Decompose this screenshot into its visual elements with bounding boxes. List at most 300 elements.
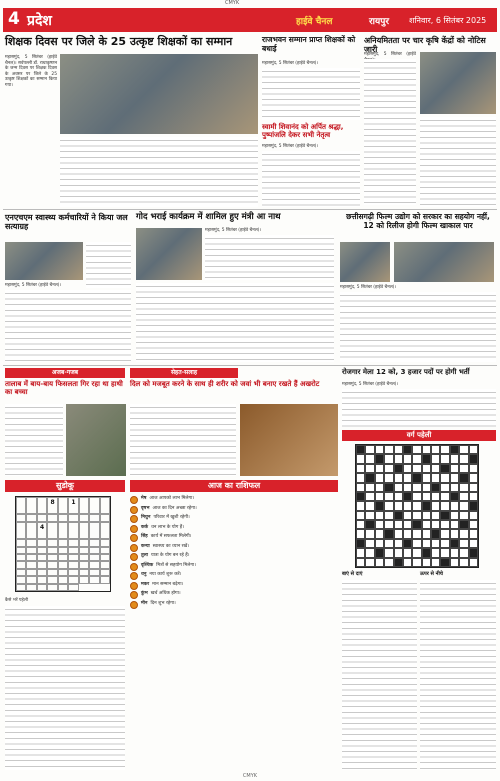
zodiac-row [130,496,338,504]
crossword-cell [422,548,431,557]
sudoku-cell [16,569,26,576]
crossword-cell [384,492,393,501]
story6-dateline: महासमुंद, 5 सितंबर (हाईवे चैनल)। [205,228,262,233]
story8-kicker: अजब-गजब [5,368,125,378]
crossword-cell [431,529,440,538]
crossword-across-clues [342,580,417,770]
crossword-cell [459,483,468,492]
story10-headline: रोजगार मेला 12 को, 3 हजार पदों पर होगी भर्ती [342,368,470,376]
sudoku-cell [37,576,47,583]
crossword-cell [375,558,384,567]
crossword-cell [356,548,365,557]
issue-date: शनिवार, 6 सितंबर 2025 [409,16,487,25]
masthead [3,8,497,32]
crossword-cell [365,473,374,482]
crossword-cell [375,501,384,510]
story3-headline: स्वामी शिवानंद को अर्पित श्रद्धा, पुष्पांजलि देकर सभी नेतृत्व [262,123,344,140]
sudoku-instructions [5,606,125,770]
sudoku-cell [89,576,99,583]
crossword-cell [365,501,374,510]
crossword-cell [384,473,393,482]
sudoku-cell [100,569,110,576]
sudoku-cell [47,514,57,521]
crossword-down-clues [420,580,496,770]
sudoku-cell [58,547,68,554]
crossword-cell [431,558,440,567]
crossword-cell [365,483,374,492]
crossword-cell [440,445,449,454]
crossword-cell [365,558,374,567]
crossword-cell [403,483,412,492]
sudoku-cell [58,584,68,591]
crossword-cell [422,454,431,463]
sudoku-cell: 4 [37,522,47,539]
sudoku-cell [47,584,57,591]
crossword-cell [431,445,440,454]
story10-dateline: महासमुंद, 5 सितंबर (हाईवे चैनल)। [342,382,399,387]
sudoku-cell [58,561,68,568]
crossword-cell [469,558,478,567]
crossword-cell [422,464,431,473]
sudoku-cell [100,561,110,568]
crossword-cell [431,454,440,463]
sudoku-cell [16,522,26,539]
sudoku-cell [79,561,89,568]
story2-body [262,68,360,120]
zodiac-sign-icon [130,572,138,580]
sudoku-cell [89,569,99,576]
crossword-cell [440,464,449,473]
sudoku-cell [68,561,78,568]
crossword-cell [422,520,431,529]
sudoku-cell [100,576,110,583]
zodiac-sign-icon [130,582,138,590]
sudoku-cell [68,576,78,583]
story1-dateline: महासमुंद, 5 सितंबर (हाईवे चैनल)। सर्वपल्ली डॉ. राधाकृष्णन के जन्म दिवस पर शिक्षक दिवस के अवसर पर जिले के 25 उत्कृष्ट शिक्षकों का सम्मान किया गया। [5,55,57,88]
sudoku-cell [79,547,89,554]
crossword-cell [375,539,384,548]
sudoku-cell [26,561,36,568]
sudoku-cell [16,561,26,568]
crossword-cell [394,529,403,538]
crossword-cell [384,445,393,454]
crossword-cell [375,511,384,520]
sudoku-cell [58,514,68,521]
sudoku-cell [26,576,36,583]
zodiac-sign-icon [130,601,138,609]
crossword-cell [403,473,412,482]
crossword-cell [422,558,431,567]
zodiac-sign-name: सिंह [141,534,148,539]
crossword-cell [450,558,459,567]
crossword-cell [412,445,421,454]
story5-body [5,290,131,362]
zodiac-sign-name: कर्क [141,524,149,530]
sudoku-cell [47,539,57,546]
crossword-cell [394,511,403,520]
crossword-cell [356,558,365,567]
story9-kicker: सेहत-सलाह [130,368,238,378]
crossword-cell [431,511,440,520]
crossword-cell [394,539,403,548]
crossword-cell [412,501,421,510]
elephant-photo [66,404,126,476]
sudoku-cell [89,497,99,514]
crossword-cell [431,473,440,482]
sudoku-cell [26,497,36,514]
sudoku-cell [100,547,110,554]
crossword-cell [384,529,393,538]
crossword-cell [375,454,384,463]
crossword-cell [440,483,449,492]
crossword-cell [469,483,478,492]
story3-body [262,151,360,207]
sudoku-cell [16,554,26,561]
protest-photo [5,242,83,280]
horoscope-title: आज का राशिफल [130,480,338,492]
zodiac-sign-text: नया कार्य शुरू करें। [149,572,182,577]
crossword-cell [375,520,384,529]
story8-headline: तालाब में बाय-बाय फिसलता गिर रहा था हाथी का बच्चा [5,380,123,397]
crossword-cell [412,492,421,501]
zodiac-row [130,601,338,609]
sudoku-cell [26,514,36,521]
crossword-cell [422,539,431,548]
crossword-cell [412,454,421,463]
crossword-cell [384,558,393,567]
city-name: रायपुर [369,17,390,27]
sudoku-cell [26,554,36,561]
story10-body [342,389,496,427]
story6-body [136,283,334,362]
crossword-cell [440,520,449,529]
sudoku-cell [89,522,99,539]
crossword-cell [422,473,431,482]
zodiac-sign-text: धन लाभ के योग हैं। [151,524,184,530]
zodiac-sign-name: मेष [141,496,147,501]
zodiac-sign-icon [130,591,138,599]
crossword-cell [440,501,449,510]
sudoku-cell [47,569,57,576]
crossword-cell [394,558,403,567]
crossword-cell [356,454,365,463]
story4-body-right [420,117,496,207]
crossword-cell [384,539,393,548]
crossword-cell [450,492,459,501]
crossword-cell [403,454,412,463]
crossword-cell [384,464,393,473]
sudoku-cell [79,576,89,583]
story5-headline: एनएचएम स्वास्थ्य कर्मचारियों ने किया जल सत्याग्रह [5,213,128,232]
sudoku-cell [100,497,110,514]
color-marker: CMYK [225,0,240,6]
crossword-cell [469,501,478,510]
crossword-cell [469,454,478,463]
story1-headline: शिक्षक दिवस पर जिले के 25 उत्कृष्ट शिक्षकों का सम्मान [5,35,233,48]
crossword-cell [469,445,478,454]
crossword-cell [450,529,459,538]
crossword-cell [365,464,374,473]
sudoku-cell [26,522,36,539]
crossword-cell [459,454,468,463]
crossword-cell [412,473,421,482]
crossword-cell [375,483,384,492]
sudoku-footer: कैसे भरें पहेली [5,598,28,603]
crossword-cell [469,473,478,482]
sudoku-cell [89,539,99,546]
crossword-across-title: बाएं से दाएं [342,571,363,577]
sudoku-cell [68,554,78,561]
zodiac-sign-name: तुला [141,553,148,558]
sudoku-cell [68,514,78,521]
crossword-cell [356,520,365,529]
zodiac-row [130,553,338,561]
sudoku-cell [100,554,110,561]
brand-name: हाईवे चैनल [296,17,333,27]
zodiac-row [130,563,338,571]
sudoku-cell [100,522,110,539]
crossword-cell [440,492,449,501]
zodiac-sign-icon [130,515,138,523]
crossword-cell [356,445,365,454]
crossword-cell [412,558,421,567]
crossword-cell [422,483,431,492]
sudoku-cell [47,547,57,554]
sudoku-cell [79,514,89,521]
zodiac-sign-name: मीन [141,600,148,606]
story6-body-top [205,235,334,280]
zodiac-sign-name: मिथुन [141,515,151,520]
sudoku-cell [89,554,99,561]
crossword-cell [375,464,384,473]
story9-headline: दिल को मजबूत करने के साथ ही शरीर को जवां भी बनाए रखते हैं अखरोट [130,380,320,388]
sudoku-cell [26,547,36,554]
crossword-cell [450,454,459,463]
crossword-cell [459,520,468,529]
sudoku-cell [100,514,110,521]
crossword-cell [412,539,421,548]
crossword-cell [450,445,459,454]
crossword-cell [440,529,449,538]
sudoku-cell [37,561,47,568]
sudoku-cell [16,497,26,514]
crossword-cell [365,539,374,548]
sudoku-cell [58,497,68,514]
crossword-cell [422,501,431,510]
crossword-cell [440,454,449,463]
zodiac-sign-icon [130,506,138,514]
zodiac-sign-text: मान सम्मान बढ़ेगा। [152,581,184,587]
sudoku-cell [100,539,110,546]
crossword-cell [394,445,403,454]
crossword-cell [384,548,393,557]
crossword-cell [375,529,384,538]
crossword-cell [375,473,384,482]
sudoku-cell [68,539,78,546]
crossword-cell [384,454,393,463]
walnut-photo [240,404,338,476]
sudoku-cell [37,514,47,521]
crossword-cell [422,529,431,538]
footer: CMYK [242,773,258,779]
sudoku-cell [16,539,26,546]
crossword-cell [431,539,440,548]
crossword-cell [403,511,412,520]
crossword-cell [459,473,468,482]
crossword-cell [459,501,468,510]
sudoku-title: सुडोकू [5,480,125,492]
crossword-cell [394,464,403,473]
crossword-cell [450,464,459,473]
story7-dateline: महासमुंद, 5 सितंबर (हाईवे चैनल)। [340,285,397,290]
crossword-cell [403,501,412,510]
sudoku-cell [26,569,36,576]
sudoku-cell [47,554,57,561]
crossword-cell [459,529,468,538]
sudoku-cell [47,522,57,539]
zodiac-sign-name: मकर [141,581,150,587]
zodiac-sign-name: वृश्चिक [141,562,154,568]
sudoku-cell [47,561,57,568]
sudoku-cell [58,522,68,539]
zodiac-sign-icon [130,553,138,561]
sudoku-cell [58,539,68,546]
crossword-cell [403,558,412,567]
story5-dateline: महासमुंद, 5 सितंबर (हाईवे चैनल)। [5,283,62,288]
zodiac-sign-name: धनु [141,572,147,577]
zodiac-sign-text: कार्य में सफलता मिलेगी। [150,534,192,539]
crossword-cell [412,511,421,520]
crossword-cell [450,511,459,520]
page-number: 4 [8,9,20,29]
sudoku-cell [68,547,78,554]
crossword-cell [431,483,440,492]
zodiac-sign-text: आज आपको लाभ मिलेगा। [149,496,195,501]
sudoku-cell [16,514,26,521]
crossword-cell [394,520,403,529]
sudoku-cell [37,584,47,591]
sudoku-cell: 8 [47,497,57,514]
sudoku-cell [68,584,78,591]
sudoku-cell [37,554,47,561]
crossword-cell [403,529,412,538]
sudoku-cell [68,569,78,576]
sudoku-cell [47,576,57,583]
story7-headline: छत्तीसगढ़ी फिल्म उद्योग को सरकार का सहयोग नहीं, 12 को रिलीज होगी फिल्म खाकाल पार [346,212,490,230]
story3-dateline: महासमुंद, 5 सितंबर (हाईवे चैनल)। [262,144,319,149]
crossword-cell [422,492,431,501]
crossword-cell [412,520,421,529]
story7-body [340,292,496,362]
sudoku-cell [58,569,68,576]
teachers-photo [60,54,258,134]
crossword-cell [412,483,421,492]
sudoku-cell [79,539,89,546]
crossword-cell [356,511,365,520]
sudoku-cell [79,497,89,514]
crossword-cell [356,539,365,548]
crossword-cell [450,473,459,482]
sudoku-cell [26,584,36,591]
sudoku-cell [37,547,47,554]
crossword-cell [394,501,403,510]
crossword-cell [365,529,374,538]
crossword-cell [365,548,374,557]
story1-body [60,137,258,207]
sudoku-cell [58,576,68,583]
crossword-cell [459,464,468,473]
crossword-cell [459,511,468,520]
crossword-cell [450,520,459,529]
crossword-cell [394,483,403,492]
crossword-cell [403,539,412,548]
crossword-cell [403,445,412,454]
zodiac-sign-icon [130,525,138,533]
story4-headline: अनियमितता पर चार कृषि केंद्रों को नोटिस जारी [364,36,486,55]
film-photo-right [394,242,494,282]
crossword-cell [375,492,384,501]
sudoku-cell: 1 [68,497,78,514]
zodiac-sign-text: परिवार में खुशी रहेगी। [153,515,190,520]
crossword-cell [384,501,393,510]
story2-headline: राजभवन सम्मान प्राप्त शिक्षकों को बधाई [262,35,356,53]
story4-body-left [364,59,416,205]
crossword-cell [403,464,412,473]
crossword-cell [459,445,468,454]
crossword-cell [440,539,449,548]
sudoku-cell [37,539,47,546]
crossword-cell [375,445,384,454]
crossword-cell [459,558,468,567]
zodiac-row [130,506,338,514]
crossword-cell [394,548,403,557]
crossword-cell [469,548,478,557]
crossword-cell [356,473,365,482]
crossword-cell [384,520,393,529]
crossword-cell [365,445,374,454]
ceremony-photo [136,228,202,280]
crossword-cell [356,483,365,492]
crossword-cell [469,511,478,520]
sudoku-cell [79,569,89,576]
zodiac-sign-name: वृषभ [141,505,150,511]
crossword-cell [412,529,421,538]
zodiac-row [130,572,338,580]
zodiac-sign-icon [130,534,138,542]
crossword-cell [384,483,393,492]
divider [3,209,497,210]
crossword-cell [422,445,431,454]
crossword-cell [403,520,412,529]
crossword-cell [412,548,421,557]
crossword-cell [356,492,365,501]
sudoku-cell [89,561,99,568]
sudoku-cell [89,547,99,554]
story6-headline: गोद भराई कार्यक्रम में शामिल हुए मंत्री आ नाथ [136,212,281,222]
crossword-cell [440,511,449,520]
crossword-title: वर्ग पहेली [342,430,496,441]
sudoku-cell [16,584,26,591]
zodiac-sign-text: यात्रा के योग बन रहे हैं। [150,553,190,558]
crossword-cell [394,454,403,463]
crossword-cell [365,511,374,520]
story9-body [130,404,236,476]
film-photo-left [340,242,390,282]
zodiac-row [130,525,338,533]
crossword-cell [431,501,440,510]
farm-shop-photo [420,52,496,114]
zodiac-row [130,591,338,599]
